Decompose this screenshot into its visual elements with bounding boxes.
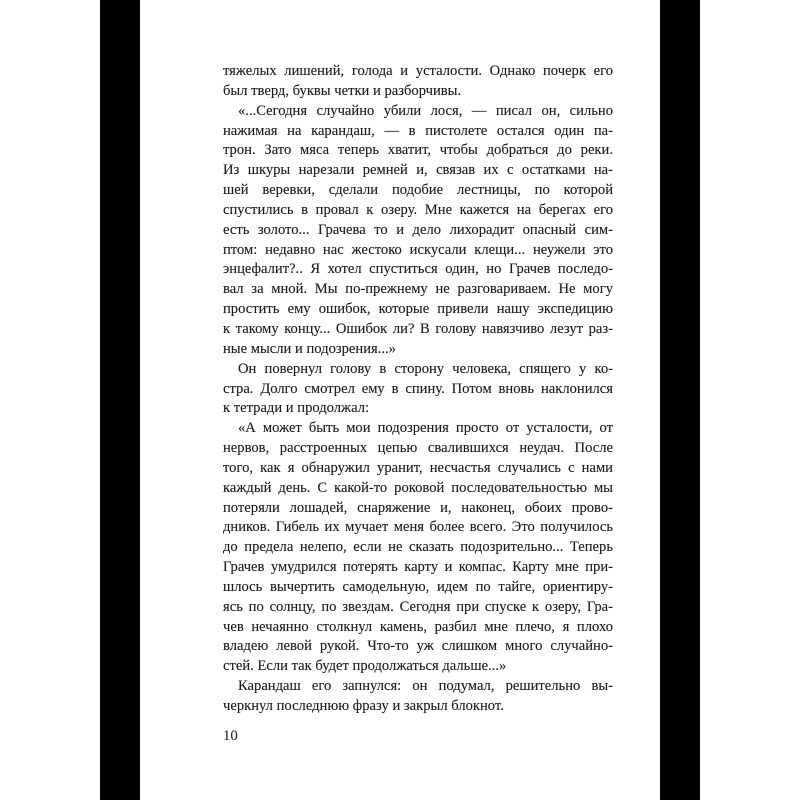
text-line: Из шкуры нарезали ремней и, связав их с остатками на- — [223, 162, 613, 179]
paragraph — [223, 419, 613, 677]
text-line: потеряли лошадей, снаряжение и, наконец, обоих прово- — [223, 499, 613, 516]
text-line: каждый день. С какой-то роковой последовательностью мы — [223, 479, 613, 496]
text-line: тяжелых лишений, голода и усталости. Однако почерк его — [223, 63, 613, 79]
text-line: Карандаш его запнулся: он подумал, решительно вы- — [238, 678, 613, 695]
page-text — [223, 62, 613, 717]
book-edge-left-bar — [100, 0, 140, 800]
text-line: нервов, расстроенных цепью свалившихся неудач. После — [223, 440, 613, 457]
book-page — [140, 0, 660, 800]
book-edge-right-bar — [660, 0, 700, 800]
text-line: ясь по солнцу, по звездам. Сегодня при спуске к озеру, Гра- — [223, 598, 613, 615]
text-line: владею левой рукой. Что-то уж слишком много случайно- — [223, 638, 613, 655]
text-line: дников. Гибель их мучает меня более всего. Это получилось — [223, 519, 613, 536]
text-line: нажимая на карандаш, — в пистолете остался один па- — [223, 122, 613, 139]
text-line: к тетради и продолжал: — [223, 400, 370, 417]
text-line: спустились в провал к озеру. Мне кажется на берегах его — [223, 201, 613, 218]
paragraph — [223, 677, 613, 717]
text-line: чев нечаянно столкнул камень, разбил мне плечо, я плохо — [223, 618, 613, 635]
paragraph — [223, 360, 613, 420]
page-number: 10 — [223, 728, 238, 744]
text-line: птом: недавно нас жестоко искусали клещи... неужели это — [223, 241, 613, 258]
text-line: трон. Зато мяса теперь хватит, чтобы добраться до реки. — [223, 142, 613, 159]
text-line: Грачев умудрился потерять карту и компас. Карту мне при- — [223, 559, 613, 576]
text-line: Он повернул голову в сторону человека, спящего у ко- — [238, 360, 613, 377]
text-line: стра. Долго смотрел ему в спину. Потом вновь наклонился — [223, 380, 613, 397]
text-line: энцефалит?.. Я хотел спуститься один, но Грачев последо- — [223, 261, 613, 278]
text-line: того, как я обнаружил уранит, несчастья случались с нами — [223, 459, 613, 476]
paragraph — [223, 102, 613, 360]
text-line: к такому концу... Ошибок ли? В голову навязчиво лезут раз- — [223, 320, 613, 337]
text-line: «...Сегодня случайно убили лося, — писал он, сильно — [238, 102, 613, 119]
text-line: «А может быть мои подозрения просто от усталости, от — [238, 420, 613, 437]
text-line: стей. Если так будет продолжаться дальше...» — [223, 658, 507, 675]
text-line: был тверд, буквы четки и разборчивы. — [223, 82, 462, 99]
text-line: простить ему ошибок, которые привели нашу экспедицию — [223, 301, 613, 318]
text-line: вал за мной. Мы по-прежнему не разговариваем. Не могу — [223, 281, 613, 298]
text-line: черкнул последнюю фразу и закрыл блокнот. — [223, 698, 504, 714]
text-line: ные мысли и подозрения...» — [223, 340, 396, 357]
text-line: до предела нелепо, если не сказать подозрительно... Теперь — [223, 539, 613, 556]
text-line: шлось вычертить самодельную, идем по тайге, ориентиру- — [223, 578, 613, 595]
paragraph — [223, 62, 613, 102]
text-line: есть золото... Грачева то и дело лихорадит опасный сим- — [223, 221, 613, 238]
text-line: шей веревки, сделали подобие лестницы, по которой — [223, 182, 613, 199]
